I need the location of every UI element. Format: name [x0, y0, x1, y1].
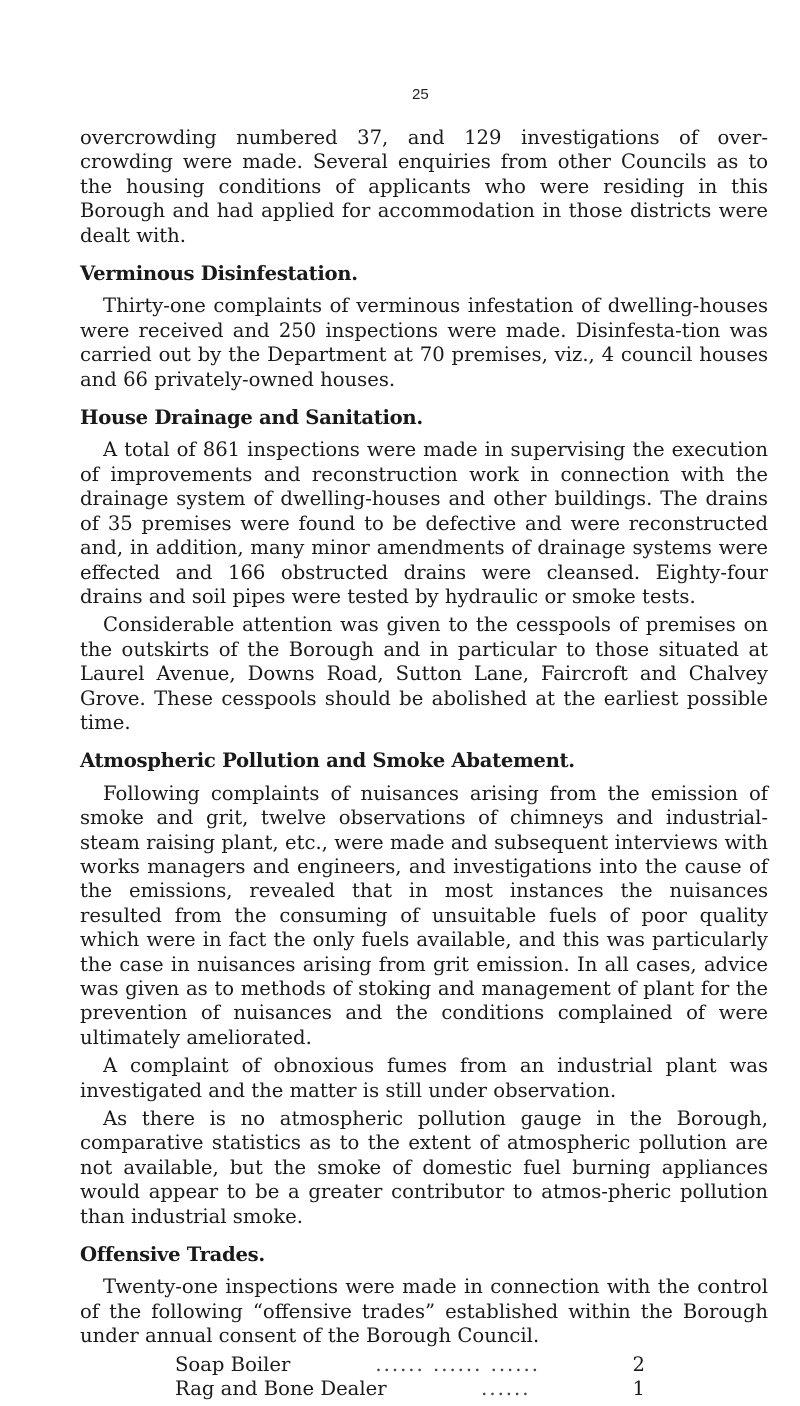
trade-row [175, 1353, 645, 1377]
trade-name: Rag and Bone Dealer [175, 1377, 387, 1401]
section-heading: Offensive Trades. [80, 1243, 265, 1267]
trade-name: Soap Boiler [175, 1352, 291, 1376]
section-verminous-disinfestation [80, 262, 768, 392]
section-atmospheric-pollution [80, 749, 768, 1229]
paragraph: As there is no atmospheric pollution gauge in the Borough, comparative statistics as to the extent of atmospheric pollution are not available, but the smoke of domestic fuel burning appliances would appear to be a greater contributor to atmos-pheric pollution than industrial smoke. [80, 1107, 768, 1228]
lead-paragraph: overcrowding numbered 37, and 129 investigations of over-crowding were made. Several enquiries from other Councils as to the housing conditions of applicants who were residing in this Borough and had applied for accommodation in those districts were dealt with. [80, 126, 768, 247]
paragraph: A total of 861 inspections were made in supervising the execution of improvements and reconstruction work in connection with the drainage system of dwelling-houses and other buildings. The drains of 35 premises were found to be defective and were reconstructed and, in addition, many minor amendments of drainage systems were effected and 166 obstructed drains were cleansed. Eighty-four drains and soil pipes were tested by hydraulic or smoke tests. [80, 438, 768, 608]
trade-count: 2 [632, 1352, 645, 1376]
section-house-drainage [80, 406, 768, 735]
dot-leader: ...... ...... ...... [375, 1352, 540, 1376]
section-heading: Verminous Disinfestation. [80, 262, 358, 286]
section-heading: House Drainage and Sanitation. [80, 406, 423, 430]
trade-count: 1 [632, 1377, 645, 1401]
offensive-trades-list [80, 1353, 768, 1402]
section-heading: Atmospheric Pollution and Smoke Abatement. [80, 749, 575, 773]
trade-row [175, 1377, 645, 1401]
document-page [80, 80, 768, 1402]
paragraph: Following complaints of nuisances arising from the emission of smoke and grit, twelve observations of chimneys and industrial-steam raising plant, etc., were made and subsequent interviews with works managers and engineers, and investigations into the cause of the emissions, revealed that in most instances the nuisances resulted from the consuming of unsuitable fuels of poor quality which were in fact the only fuels available, and this was particularly the case in nuisances arising from grit emission. In all cases, advice was given as to methods of stoking and management of plant for the prevention of nuisances and the conditions complained of were ultimately ameliorated. [80, 781, 768, 1049]
paragraph: Twenty-one inspections were made in connection with the control of the following “offensive trades” established within the Borough under annual consent of the Borough Council. [80, 1275, 768, 1348]
paragraph: Thirty-one complaints of verminous infestation of dwelling-houses were received and 250 inspections were made. Disinfesta-tion was carried out by the Department at 70 premises, viz., 4 council houses and 66 privately-owned houses. [80, 294, 768, 391]
section-offensive-trades [80, 1243, 768, 1401]
paragraph: Considerable attention was given to the cesspools of premises on the outskirts of the Borough and in particular to those situated at Laurel Avenue, Downs Road, Sutton Lane, Faircroft and Chalvey Grove. These cesspools should be abolished at the earliest possible time. [80, 613, 768, 734]
paragraph: A complaint of obnoxious fumes from an industrial plant was investigated and the matter is still under observation. [80, 1054, 768, 1102]
dot-leader: ...... [481, 1377, 531, 1401]
page-number: 25 [412, 86, 429, 103]
